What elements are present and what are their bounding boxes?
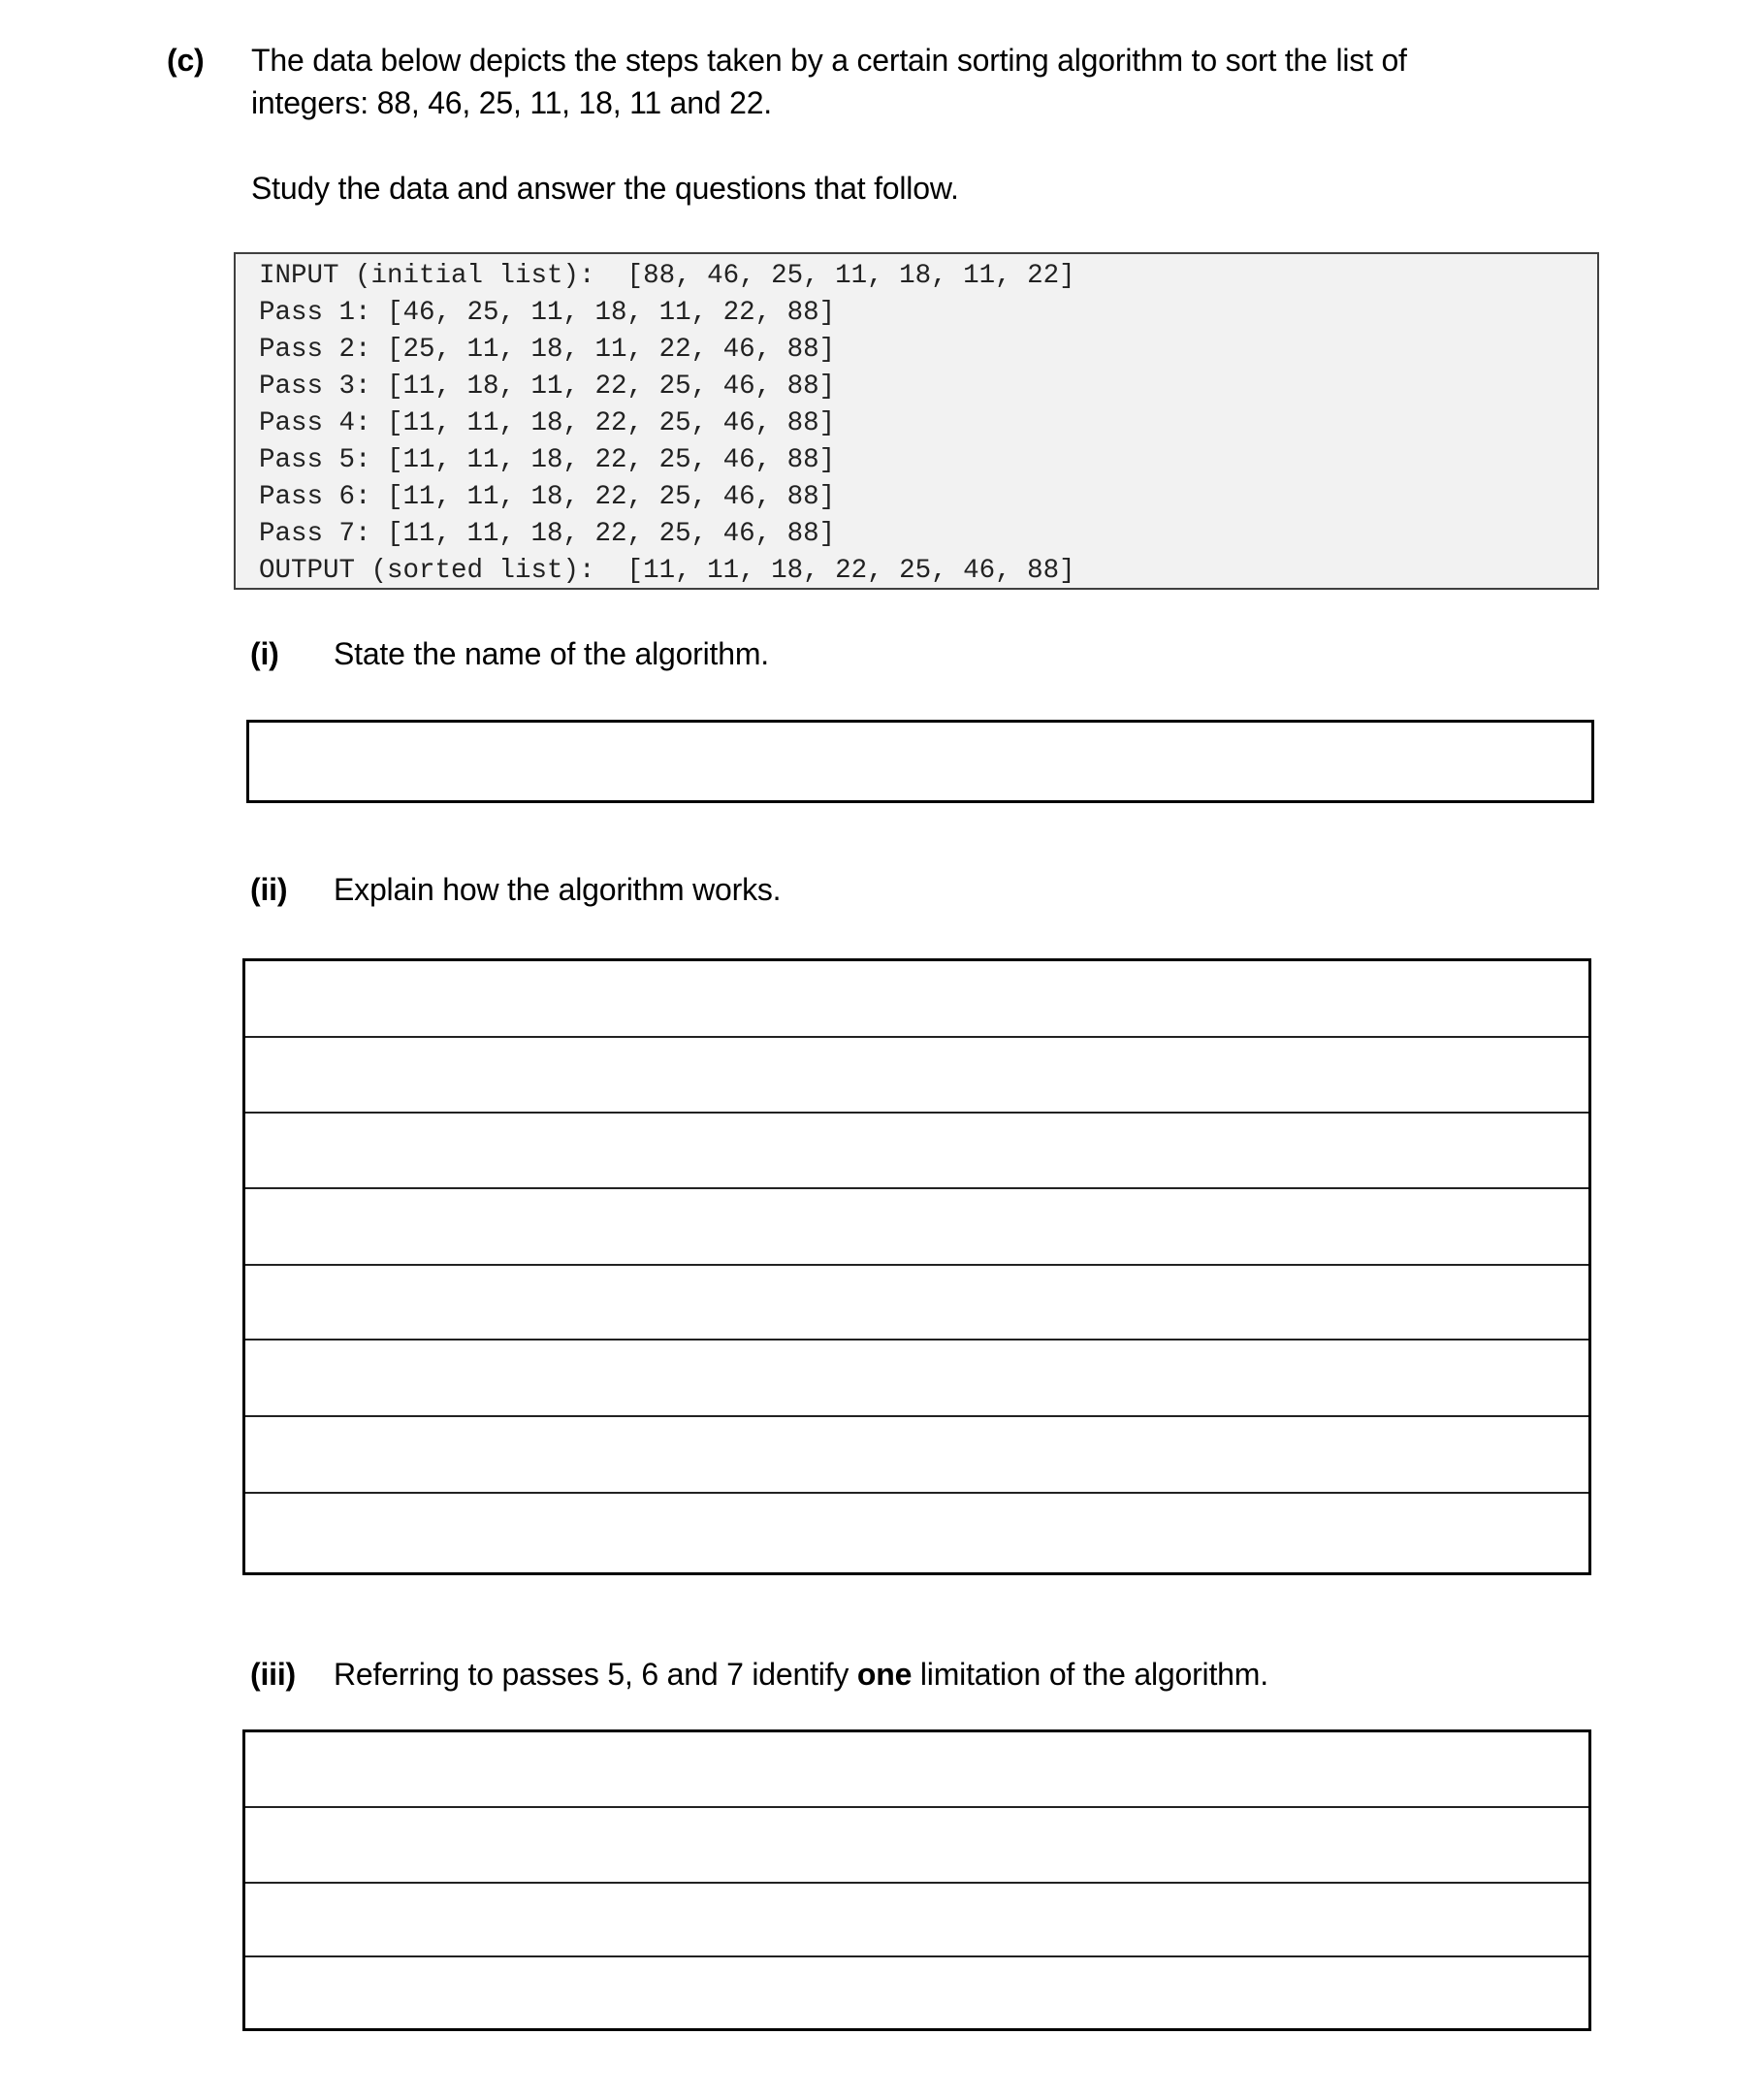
pass-6-line: Pass 6: [11, 11, 18, 22, 25, 46, 88] — [259, 482, 836, 512]
pass-4-line: Pass 4: [11, 11, 18, 22, 25, 46, 88] — [259, 408, 836, 438]
part-ii-label: (ii) — [250, 872, 288, 907]
part-i-label: (i) — [250, 636, 279, 671]
part-iii-answer-box[interactable] — [242, 1729, 1591, 2031]
answer-line[interactable] — [245, 1732, 1588, 1808]
part-i-answer-box[interactable] — [246, 720, 1594, 803]
pass-2-line: Pass 2: [25, 11, 18, 11, 22, 46, 88] — [259, 335, 836, 365]
answer-line[interactable] — [245, 1417, 1588, 1494]
part-ii-question: Explain how the algorithm works. — [334, 872, 782, 907]
answer-line[interactable] — [245, 1266, 1588, 1341]
answer-line[interactable] — [245, 1341, 1588, 1417]
answer-line[interactable] — [245, 1189, 1588, 1266]
output-line: OUTPUT (sorted list): [11, 11, 18, 22, 25, 46, 88] — [259, 556, 1075, 586]
part-iii-emphasis: one — [856, 1657, 913, 1692]
question-instruction: Study the data and answer the questions that follow. — [251, 171, 959, 206]
input-line: INPUT (initial list): [88, 46, 25, 11, 18, 11, 22] — [259, 261, 1075, 291]
part-ii-answer-box[interactable] — [242, 958, 1591, 1575]
part-iii-text-before: Referring to passes 5, 6 and 7 identify — [334, 1657, 857, 1692]
part-iii-text-after: limitation of the algorithm. — [912, 1657, 1268, 1692]
question-intro-line-1: The data below depicts the steps taken by a certain sorting algorithm to sort the list of — [251, 43, 1407, 78]
question-intro-line-2: integers: 88, 46, 25, 11, 18, 11 and 22. — [251, 85, 773, 120]
part-iii-label: (iii) — [250, 1657, 296, 1692]
sorting-passes-box — [234, 252, 1599, 590]
answer-line[interactable] — [245, 1957, 1588, 2028]
pass-1-line: Pass 1: [46, 25, 11, 18, 11, 22, 88] — [259, 298, 836, 328]
answer-line[interactable] — [245, 961, 1588, 1038]
answer-line[interactable] — [245, 1808, 1588, 1884]
part-i-question: State the name of the algorithm. — [334, 636, 769, 671]
pass-3-line: Pass 3: [11, 18, 11, 22, 25, 46, 88] — [259, 372, 836, 402]
answer-line[interactable] — [245, 1114, 1588, 1189]
answer-line[interactable] — [245, 1494, 1588, 1572]
answer-line[interactable] — [245, 1884, 1588, 1957]
pass-5-line: Pass 5: [11, 11, 18, 22, 25, 46, 88] — [259, 445, 836, 475]
answer-line[interactable] — [245, 1038, 1588, 1114]
question-label: (c) — [167, 43, 205, 78]
part-iii-question — [334, 1653, 1268, 1696]
pass-7-line: Pass 7: [11, 11, 18, 22, 25, 46, 88] — [259, 519, 836, 549]
